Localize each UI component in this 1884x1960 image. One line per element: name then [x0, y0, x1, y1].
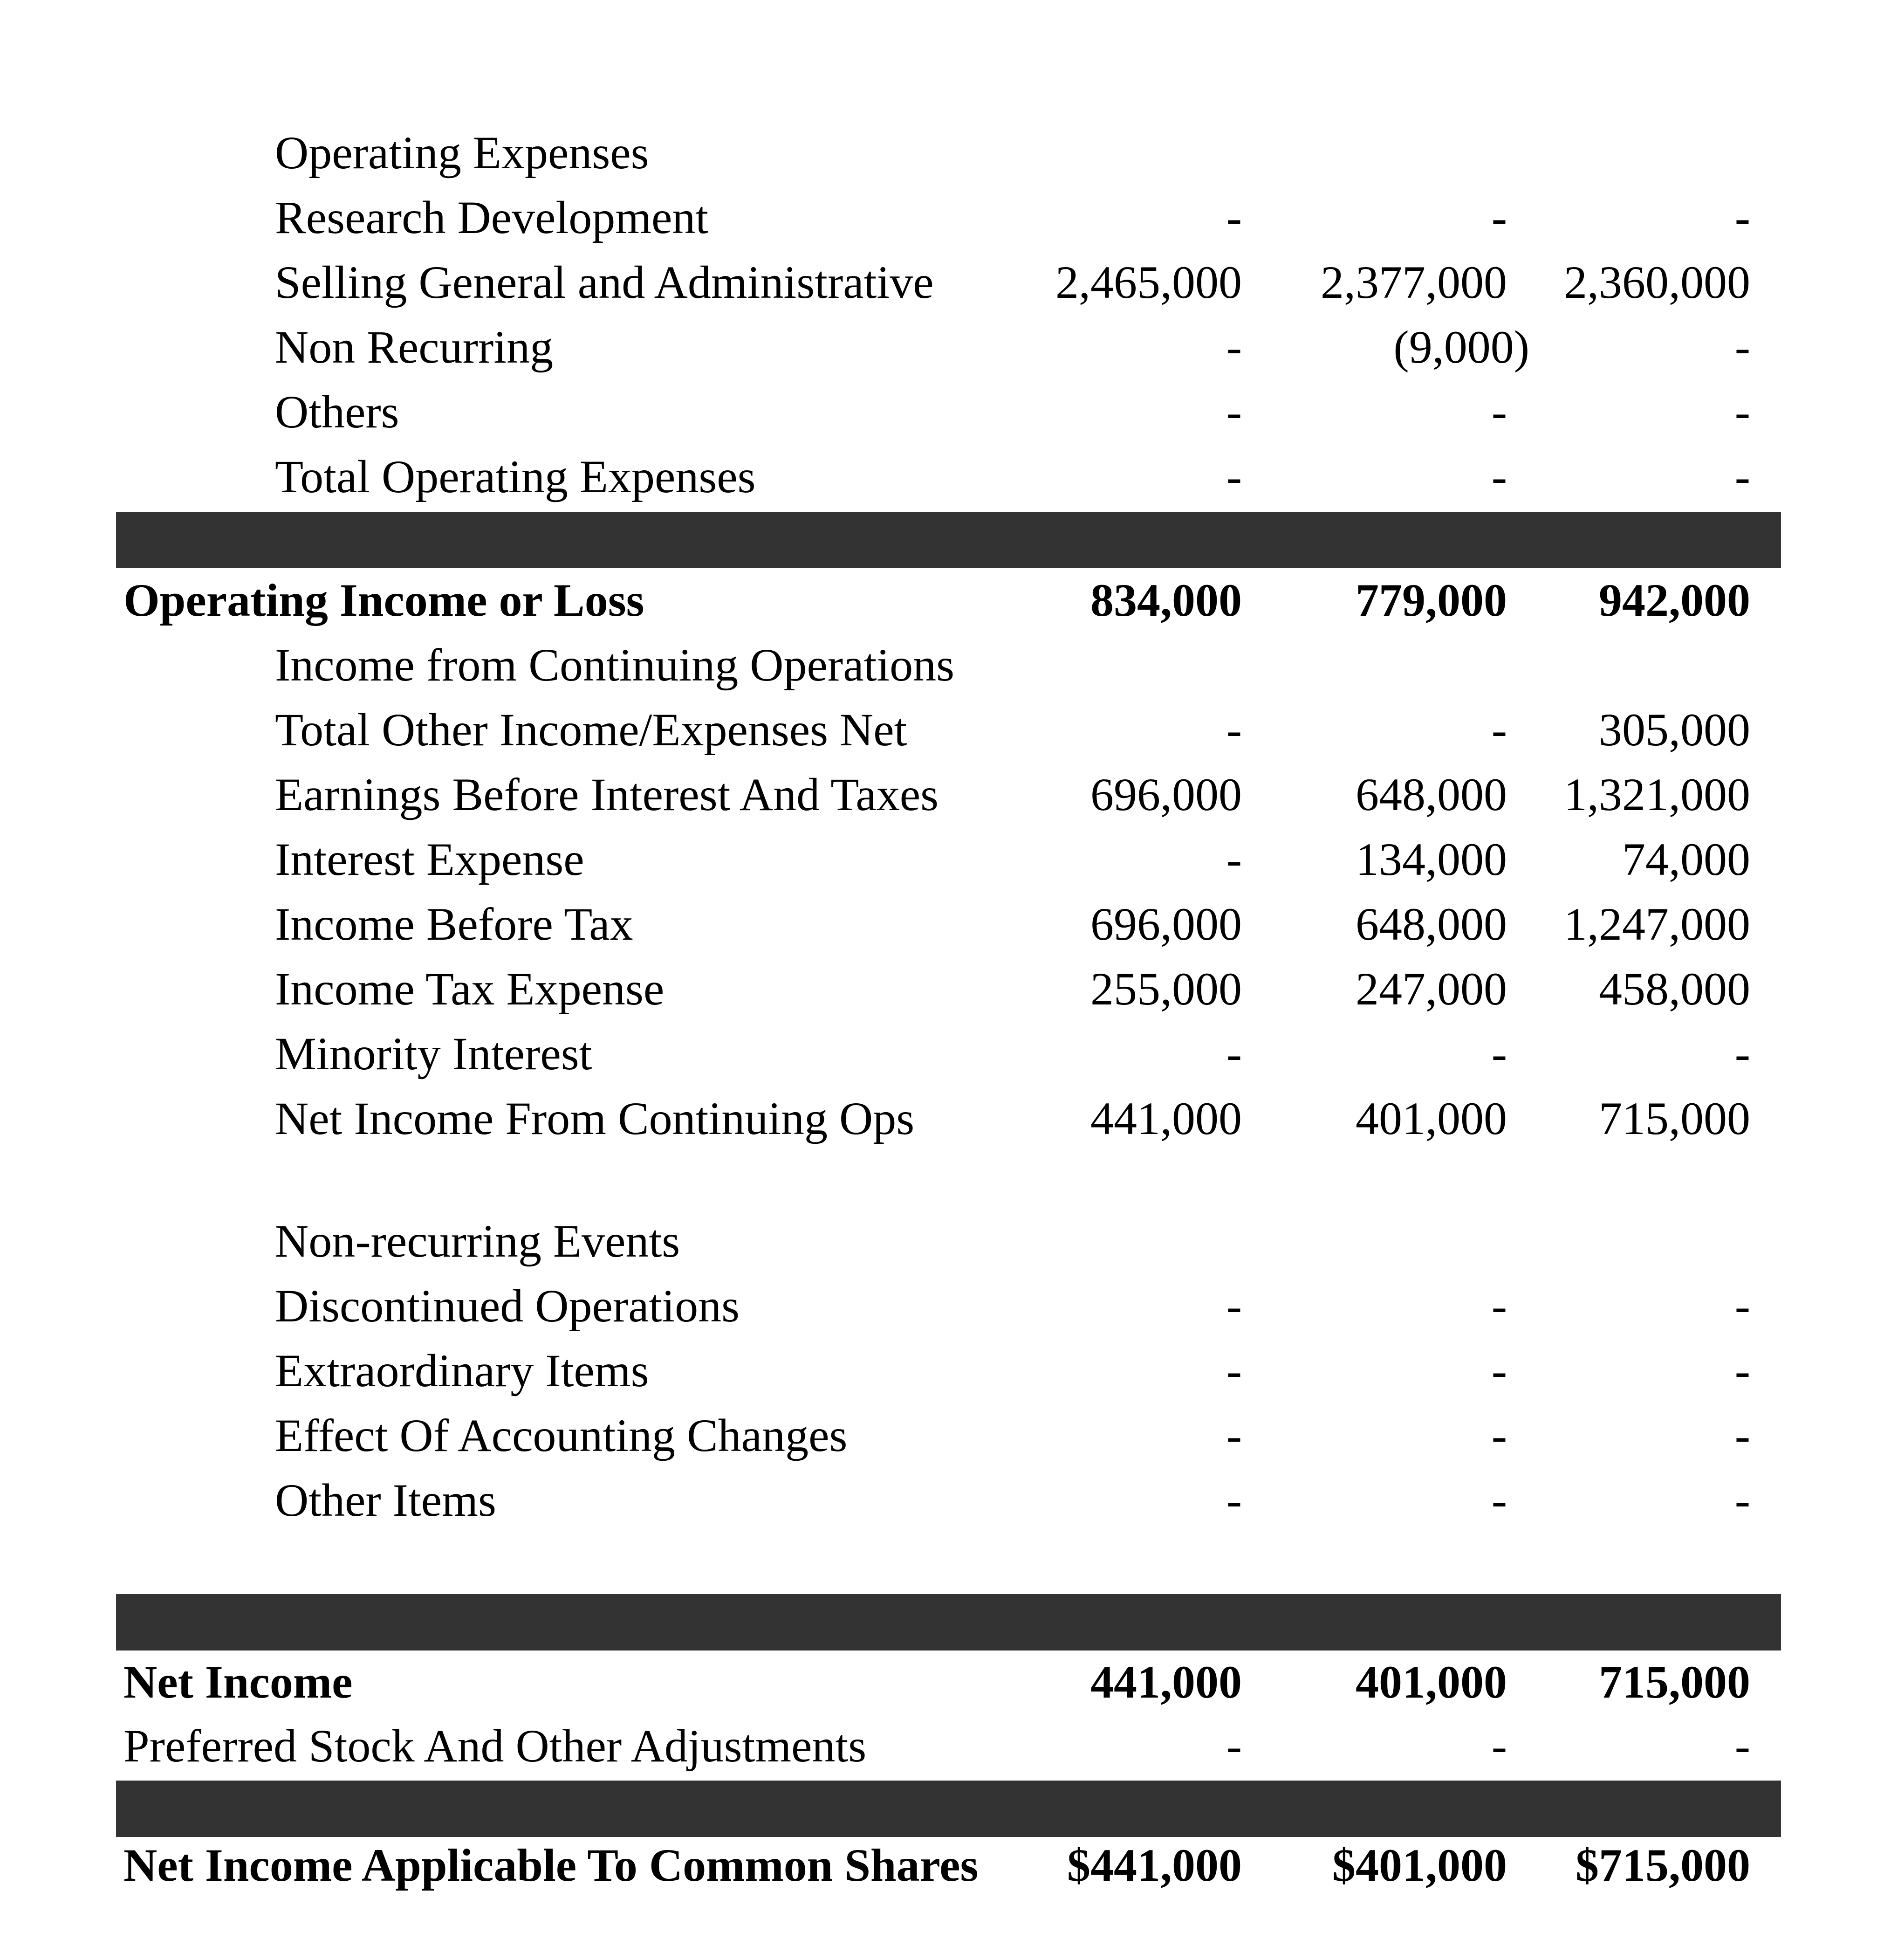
row-label: Operating Expenses: [275, 127, 649, 179]
value-col-2: -: [1491, 1410, 1507, 1461]
value-col-3: 1,321,000: [1564, 769, 1750, 820]
row-operating-income: [0, 574, 1884, 626]
value-col-1: $441,000: [1067, 1839, 1242, 1891]
value-col-1: 441,000: [1090, 1093, 1242, 1144]
value-col-1: -: [1226, 192, 1242, 243]
row-income-before-tax: [0, 898, 1884, 950]
value-col-1: -: [1226, 1280, 1242, 1332]
row-label: Minority Interest: [275, 1028, 592, 1080]
row-label: Extraordinary Items: [275, 1345, 649, 1396]
value-col-2: -: [1491, 386, 1507, 438]
value-col-1: -: [1226, 704, 1242, 756]
value-col-1: -: [1226, 833, 1242, 885]
row-label: Effect Of Accounting Changes: [275, 1410, 848, 1461]
row-label: Income Tax Expense: [275, 963, 665, 1015]
row-net-income-common-shares: [0, 1839, 1884, 1891]
value-col-2: 2,377,000: [1321, 256, 1507, 308]
separator-bar: [116, 1781, 1781, 1837]
row-label: Preferred Stock And Other Adjustments: [123, 1720, 867, 1772]
value-col-3: -: [1734, 1474, 1750, 1526]
value-col-1: -: [1226, 1410, 1242, 1461]
row-selling-general-administrative: [0, 256, 1884, 308]
value-col-3: -: [1734, 1345, 1750, 1396]
value-col-2: 401,000: [1356, 1093, 1507, 1144]
value-col-2: 247,000: [1356, 963, 1507, 1015]
separator-bar: [116, 1594, 1781, 1651]
separator-bar: [116, 512, 1781, 568]
value-col-3: 942,000: [1599, 574, 1750, 626]
row-extraordinary-items: [0, 1345, 1884, 1396]
row-others: [0, 386, 1884, 438]
row-effect-of-accounting-changes: [0, 1412, 1884, 1459]
value-col-3: 305,000: [1599, 704, 1750, 756]
row-label: Others: [275, 386, 399, 438]
row-net-income: [0, 1656, 1884, 1708]
row-label: Earnings Before Interest And Taxes: [275, 769, 939, 820]
row-total-operating-expenses: [0, 451, 1884, 502]
value-col-2: -: [1491, 1280, 1507, 1332]
value-col-1: -: [1226, 1474, 1242, 1526]
value-col-1: 2,465,000: [1055, 256, 1242, 308]
value-col-1: 441,000: [1090, 1656, 1242, 1708]
row-label: Net Income Applicable To Common Shares: [123, 1839, 979, 1891]
row-research-development: [0, 194, 1884, 241]
row-label: Interest Expense: [275, 833, 584, 885]
section-header-non-recurring-events: [0, 1215, 1884, 1267]
row-ebit: [0, 771, 1884, 818]
row-non-recurring: [0, 321, 1884, 373]
value-col-2: -: [1491, 192, 1507, 243]
section-header-continuing-operations: [0, 639, 1884, 691]
row-label: Total Other Income/Expenses Net: [275, 704, 907, 756]
value-col-2: 779,000: [1356, 574, 1507, 626]
value-col-2: -: [1491, 1345, 1507, 1396]
row-net-income-continuing-ops: [0, 1095, 1884, 1142]
section-header-operating-expenses: [0, 127, 1884, 179]
value-col-1: -: [1226, 1345, 1242, 1396]
value-col-1: 696,000: [1090, 898, 1242, 950]
row-discontinued-operations: [0, 1280, 1884, 1332]
value-col-1: -: [1226, 321, 1242, 373]
row-label: Research Development: [275, 192, 709, 243]
value-col-1: -: [1226, 451, 1242, 502]
row-preferred-stock-adjustments: [0, 1720, 1884, 1772]
value-col-3: -: [1734, 1410, 1750, 1461]
row-label: Net Income From Continuing Ops: [275, 1093, 915, 1144]
row-interest-expense: [0, 833, 1884, 885]
row-total-other-income: [0, 704, 1884, 756]
row-label: Income Before Tax: [275, 898, 633, 950]
value-col-3: 715,000: [1599, 1093, 1750, 1144]
value-col-2: -: [1491, 704, 1507, 756]
value-col-1: 834,000: [1090, 574, 1242, 626]
value-col-3: 2,360,000: [1564, 256, 1750, 308]
value-col-3: 715,000: [1599, 1656, 1750, 1708]
value-col-1: 255,000: [1090, 963, 1242, 1015]
value-col-3: 74,000: [1622, 833, 1750, 885]
row-label: Total Operating Expenses: [275, 451, 756, 502]
row-label: Other Items: [275, 1474, 496, 1526]
value-col-1: -: [1226, 1720, 1242, 1772]
value-col-3: -: [1734, 1280, 1750, 1332]
value-col-3: -: [1734, 1028, 1750, 1080]
value-col-3: -: [1734, 192, 1750, 243]
value-col-2: -: [1491, 1720, 1507, 1772]
row-label: Non-recurring Events: [275, 1215, 680, 1267]
row-label: Discontinued Operations: [275, 1280, 740, 1332]
value-col-3: 458,000: [1599, 963, 1750, 1015]
value-col-2: 648,000: [1356, 898, 1507, 950]
value-col-2: 401,000: [1356, 1656, 1507, 1708]
row-income-tax-expense: [0, 963, 1884, 1015]
value-col-3: -: [1734, 321, 1750, 373]
value-col-3: $715,000: [1576, 1839, 1750, 1891]
value-col-3: -: [1734, 1720, 1750, 1772]
value-col-2: -: [1491, 1028, 1507, 1080]
row-label: Selling General and Administrative: [275, 256, 934, 308]
value-col-3: -: [1734, 451, 1750, 502]
value-col-3: -: [1734, 386, 1750, 438]
value-col-1: -: [1226, 1028, 1242, 1080]
row-label: Operating Income or Loss: [123, 574, 644, 626]
row-label: Non Recurring: [275, 321, 554, 373]
value-col-3: 1,247,000: [1564, 898, 1750, 950]
value-col-1: -: [1226, 386, 1242, 438]
value-col-2: 648,000: [1356, 769, 1507, 820]
value-col-2: (9,000): [1393, 321, 1529, 373]
row-label: Income from Continuing Operations: [275, 639, 955, 691]
value-col-1: 696,000: [1090, 769, 1242, 820]
row-minority-interest: [0, 1028, 1884, 1080]
row-other-items: [0, 1474, 1884, 1526]
value-col-2: $401,000: [1332, 1839, 1507, 1891]
value-col-2: -: [1491, 1474, 1507, 1526]
value-col-2: -: [1491, 451, 1507, 502]
value-col-2: 134,000: [1356, 833, 1507, 885]
row-label: Net Income: [123, 1656, 353, 1708]
